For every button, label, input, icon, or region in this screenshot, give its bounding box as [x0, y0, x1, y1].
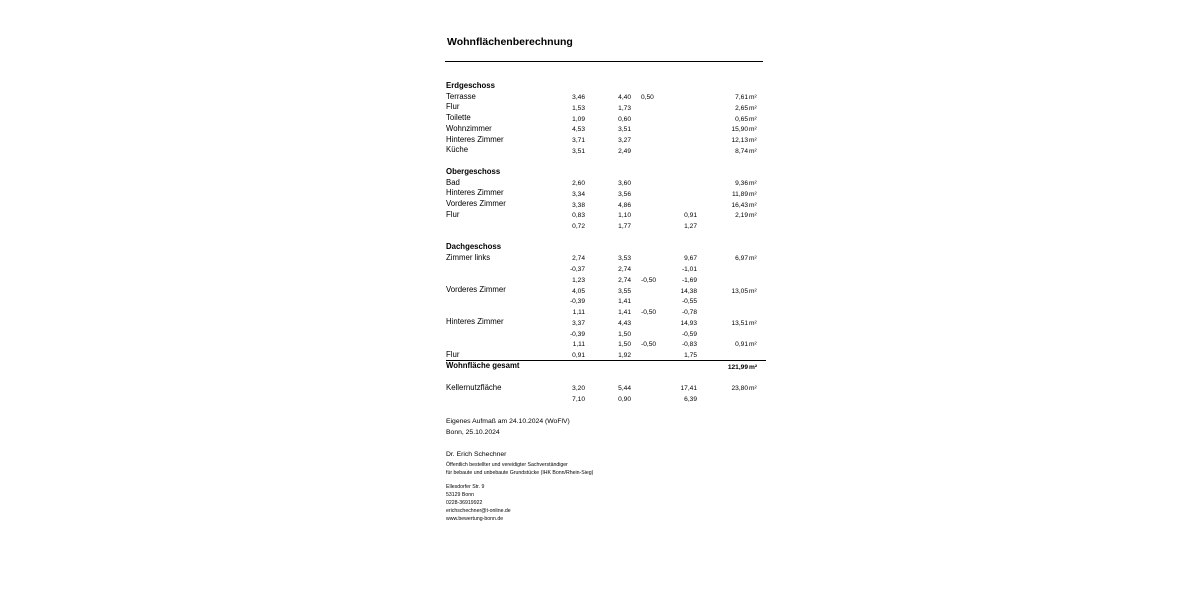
section-heading-row — [446, 167, 766, 178]
table-row — [446, 178, 766, 189]
table-row — [446, 92, 766, 103]
value-subtotal: -0,55 — [681, 298, 697, 306]
table-row — [446, 210, 766, 221]
value-factor: -0,50 — [641, 309, 657, 316]
table-row — [446, 188, 766, 199]
value-length: 1,23 — [572, 276, 585, 284]
value-length: 1,11 — [572, 309, 585, 316]
value-area: 2,19 — [735, 212, 748, 220]
value-subtotal: 0,91 — [684, 212, 697, 220]
row-label: Flur — [446, 349, 460, 359]
table-row — [446, 307, 766, 318]
survey-note: Eigenes Aufmaß am 24.10.2024 (WoFlV) — [446, 418, 570, 425]
value-width: 5,44 — [618, 385, 631, 393]
table-row — [446, 317, 766, 328]
area-unit: m² — [749, 115, 757, 123]
table-row — [446, 199, 766, 210]
table-row — [446, 231, 766, 242]
table-row — [446, 296, 766, 307]
value-length: 2,74 — [572, 255, 585, 263]
footer — [446, 417, 593, 523]
value-area: 7,61 — [735, 94, 748, 101]
value-length: 4,05 — [572, 287, 585, 295]
value-length: 3,51 — [572, 147, 585, 155]
value-width: 4,43 — [618, 319, 631, 327]
row-label: Dachgeschoss — [446, 242, 502, 251]
value-length: 0,91 — [572, 352, 585, 359]
value-length: 3,20 — [572, 385, 585, 393]
row-label: Hinteres Zimmer — [446, 134, 504, 144]
website-link[interactable]: www.bewertung-bonn.de — [446, 515, 504, 522]
value-length: -0,39 — [569, 298, 585, 306]
value-area: 15,90 — [731, 126, 748, 134]
area-unit: m² — [749, 201, 757, 209]
table-row — [446, 156, 766, 167]
author-role-2: für bebaute und unbebaute Grundstücke (IHK Bonn/Rhein-Sieg) — [446, 469, 594, 476]
value-area: 23,80 — [731, 385, 748, 393]
area-unit: m² — [749, 363, 758, 371]
value-width: 3,27 — [618, 137, 631, 144]
table-row — [446, 394, 766, 405]
value-subtotal: -0,83 — [681, 341, 697, 349]
value-width: 4,86 — [618, 201, 631, 209]
value-subtotal: -1,01 — [681, 266, 697, 273]
row-label: Erdgeschoss — [446, 80, 495, 90]
value-subtotal: 1,27 — [684, 223, 697, 230]
address-city: 53129 Bonn — [446, 491, 474, 498]
value-length: 1,53 — [572, 104, 585, 112]
value-length: 3,34 — [572, 190, 585, 198]
value-factor: 0,50 — [641, 94, 654, 101]
section-heading-row — [446, 242, 766, 253]
table-row — [446, 350, 766, 361]
area-unit: m² — [749, 319, 757, 327]
area-unit: m² — [749, 212, 757, 220]
area-unit: m² — [749, 94, 757, 101]
row-label: Kellernutzfläche — [446, 382, 502, 392]
row-label: Toilette — [446, 113, 471, 122]
value-length: 3,46 — [572, 94, 585, 101]
value-area: 2,65 — [735, 104, 748, 112]
area-unit: m² — [749, 180, 757, 187]
row-label: Hinteres Zimmer — [446, 188, 504, 198]
table-row — [446, 113, 766, 124]
total-row — [446, 360, 766, 372]
value-length: -0,37 — [569, 266, 585, 273]
row-label: Flur — [446, 102, 460, 112]
value-width: 2,74 — [618, 266, 631, 273]
value-area: 12,13 — [731, 137, 748, 144]
area-unit: m² — [749, 385, 757, 393]
value-width: 2,49 — [618, 147, 631, 155]
value-subtotal: 17,41 — [680, 385, 697, 393]
section-heading-row — [446, 81, 766, 92]
value-width: 3,51 — [618, 126, 631, 134]
table-row — [446, 383, 766, 394]
value-subtotal: 14,38 — [680, 287, 697, 295]
value-width: 4,40 — [618, 94, 631, 101]
row-label: Zimmer links — [446, 252, 491, 262]
area-unit: m² — [749, 341, 757, 349]
value-width: 1,41 — [618, 309, 631, 316]
row-label: Bad — [446, 177, 460, 187]
value-factor: -0,50 — [641, 276, 657, 284]
table-row — [446, 253, 766, 264]
value-subtotal: 9,67 — [684, 255, 697, 263]
table-row — [446, 70, 766, 81]
value-width: 0,90 — [618, 396, 631, 403]
table-row — [446, 372, 766, 383]
value-area: 9,36 — [735, 180, 748, 187]
area-unit: m² — [749, 190, 757, 198]
row-label: Wohnzimmer — [446, 123, 492, 133]
value-length: 2,60 — [572, 180, 585, 187]
email-link[interactable]: erichschechner@t-online.de — [446, 507, 511, 514]
value-width: 3,60 — [618, 180, 631, 187]
row-label: Wohnfläche gesamt — [446, 361, 520, 371]
value-length: 0,83 — [572, 212, 585, 220]
area-unit: m² — [749, 287, 757, 295]
value-factor: -0,50 — [641, 341, 657, 349]
address-street: Ellesdorfer Str. 9 — [446, 483, 485, 490]
value-length: 3,38 — [572, 201, 585, 209]
value-area: 16,43 — [731, 201, 748, 209]
value-length: -0,39 — [569, 330, 585, 338]
area-unit: m² — [749, 104, 757, 112]
value-length: 3,71 — [572, 137, 585, 144]
value-length: 1,11 — [572, 341, 585, 349]
value-area: 0,91 — [735, 341, 748, 349]
place-date: Bonn, 25.10.2024 — [446, 428, 500, 436]
value-width: 1,73 — [618, 104, 631, 112]
row-label: Vorderes Zimmer — [446, 285, 506, 294]
value-area: 0,65 — [735, 115, 748, 123]
value-length: 0,72 — [572, 223, 585, 230]
value-subtotal: -0,59 — [681, 330, 697, 338]
value-area: 121,99 — [727, 363, 748, 371]
area-unit: m² — [749, 137, 757, 144]
table-row — [446, 102, 766, 113]
area-unit: m² — [749, 147, 757, 155]
value-width: 1,50 — [618, 341, 631, 349]
value-width: 1,77 — [618, 223, 631, 230]
value-subtotal: 1,75 — [684, 352, 697, 359]
value-length: 1,09 — [572, 115, 585, 123]
value-length: 3,37 — [572, 319, 585, 327]
value-area: 13,51 — [731, 319, 748, 327]
value-length: 7,10 — [572, 396, 585, 403]
table-row — [446, 328, 766, 339]
value-area: 13,05 — [731, 287, 748, 295]
table-row — [446, 339, 766, 350]
value-area: 6,97 — [735, 255, 748, 263]
value-width: 3,53 — [618, 255, 631, 263]
table-row — [446, 145, 766, 156]
value-subtotal: -0,78 — [681, 309, 697, 316]
value-area: 11,89 — [731, 190, 748, 198]
area-unit: m² — [749, 255, 757, 263]
row-label: Hinteres Zimmer — [446, 317, 504, 327]
value-subtotal: 14,93 — [680, 319, 697, 327]
area-unit: m² — [749, 126, 757, 134]
row-label: Vorderes Zimmer — [446, 199, 506, 208]
value-width: 3,55 — [618, 287, 631, 295]
title-rule — [445, 61, 763, 62]
row-label: Küche — [446, 145, 469, 155]
row-label: Flur — [446, 209, 460, 219]
value-width: 2,74 — [618, 276, 631, 284]
value-width: 1,92 — [618, 352, 631, 359]
calculation-table — [446, 70, 766, 404]
author-role-1: Öffentlich bestellter und vereidigter Sachverständiger — [446, 461, 568, 468]
table-row — [446, 135, 766, 146]
row-label: Terrasse — [446, 91, 476, 101]
value-width: 1,41 — [618, 298, 631, 306]
table-row — [446, 274, 766, 285]
value-subtotal: 6,39 — [684, 396, 697, 403]
value-width: 3,56 — [618, 190, 631, 198]
value-length: 4,53 — [572, 126, 585, 134]
table-row — [446, 124, 766, 135]
value-width: 1,10 — [618, 212, 631, 220]
value-subtotal: -1,69 — [681, 276, 697, 284]
value-area: 8,74 — [735, 147, 748, 155]
row-label: Obergeschoss — [446, 166, 501, 176]
table-row — [446, 264, 766, 275]
author-name: Dr. Erich Schechner — [446, 451, 507, 458]
value-width: 1,50 — [618, 330, 631, 338]
page-title: Wohnflächenberechnung — [447, 36, 573, 48]
value-width: 0,60 — [618, 115, 631, 123]
table-row — [446, 221, 766, 232]
phone: 0228-36919922 — [446, 499, 483, 506]
table-row — [446, 285, 766, 296]
